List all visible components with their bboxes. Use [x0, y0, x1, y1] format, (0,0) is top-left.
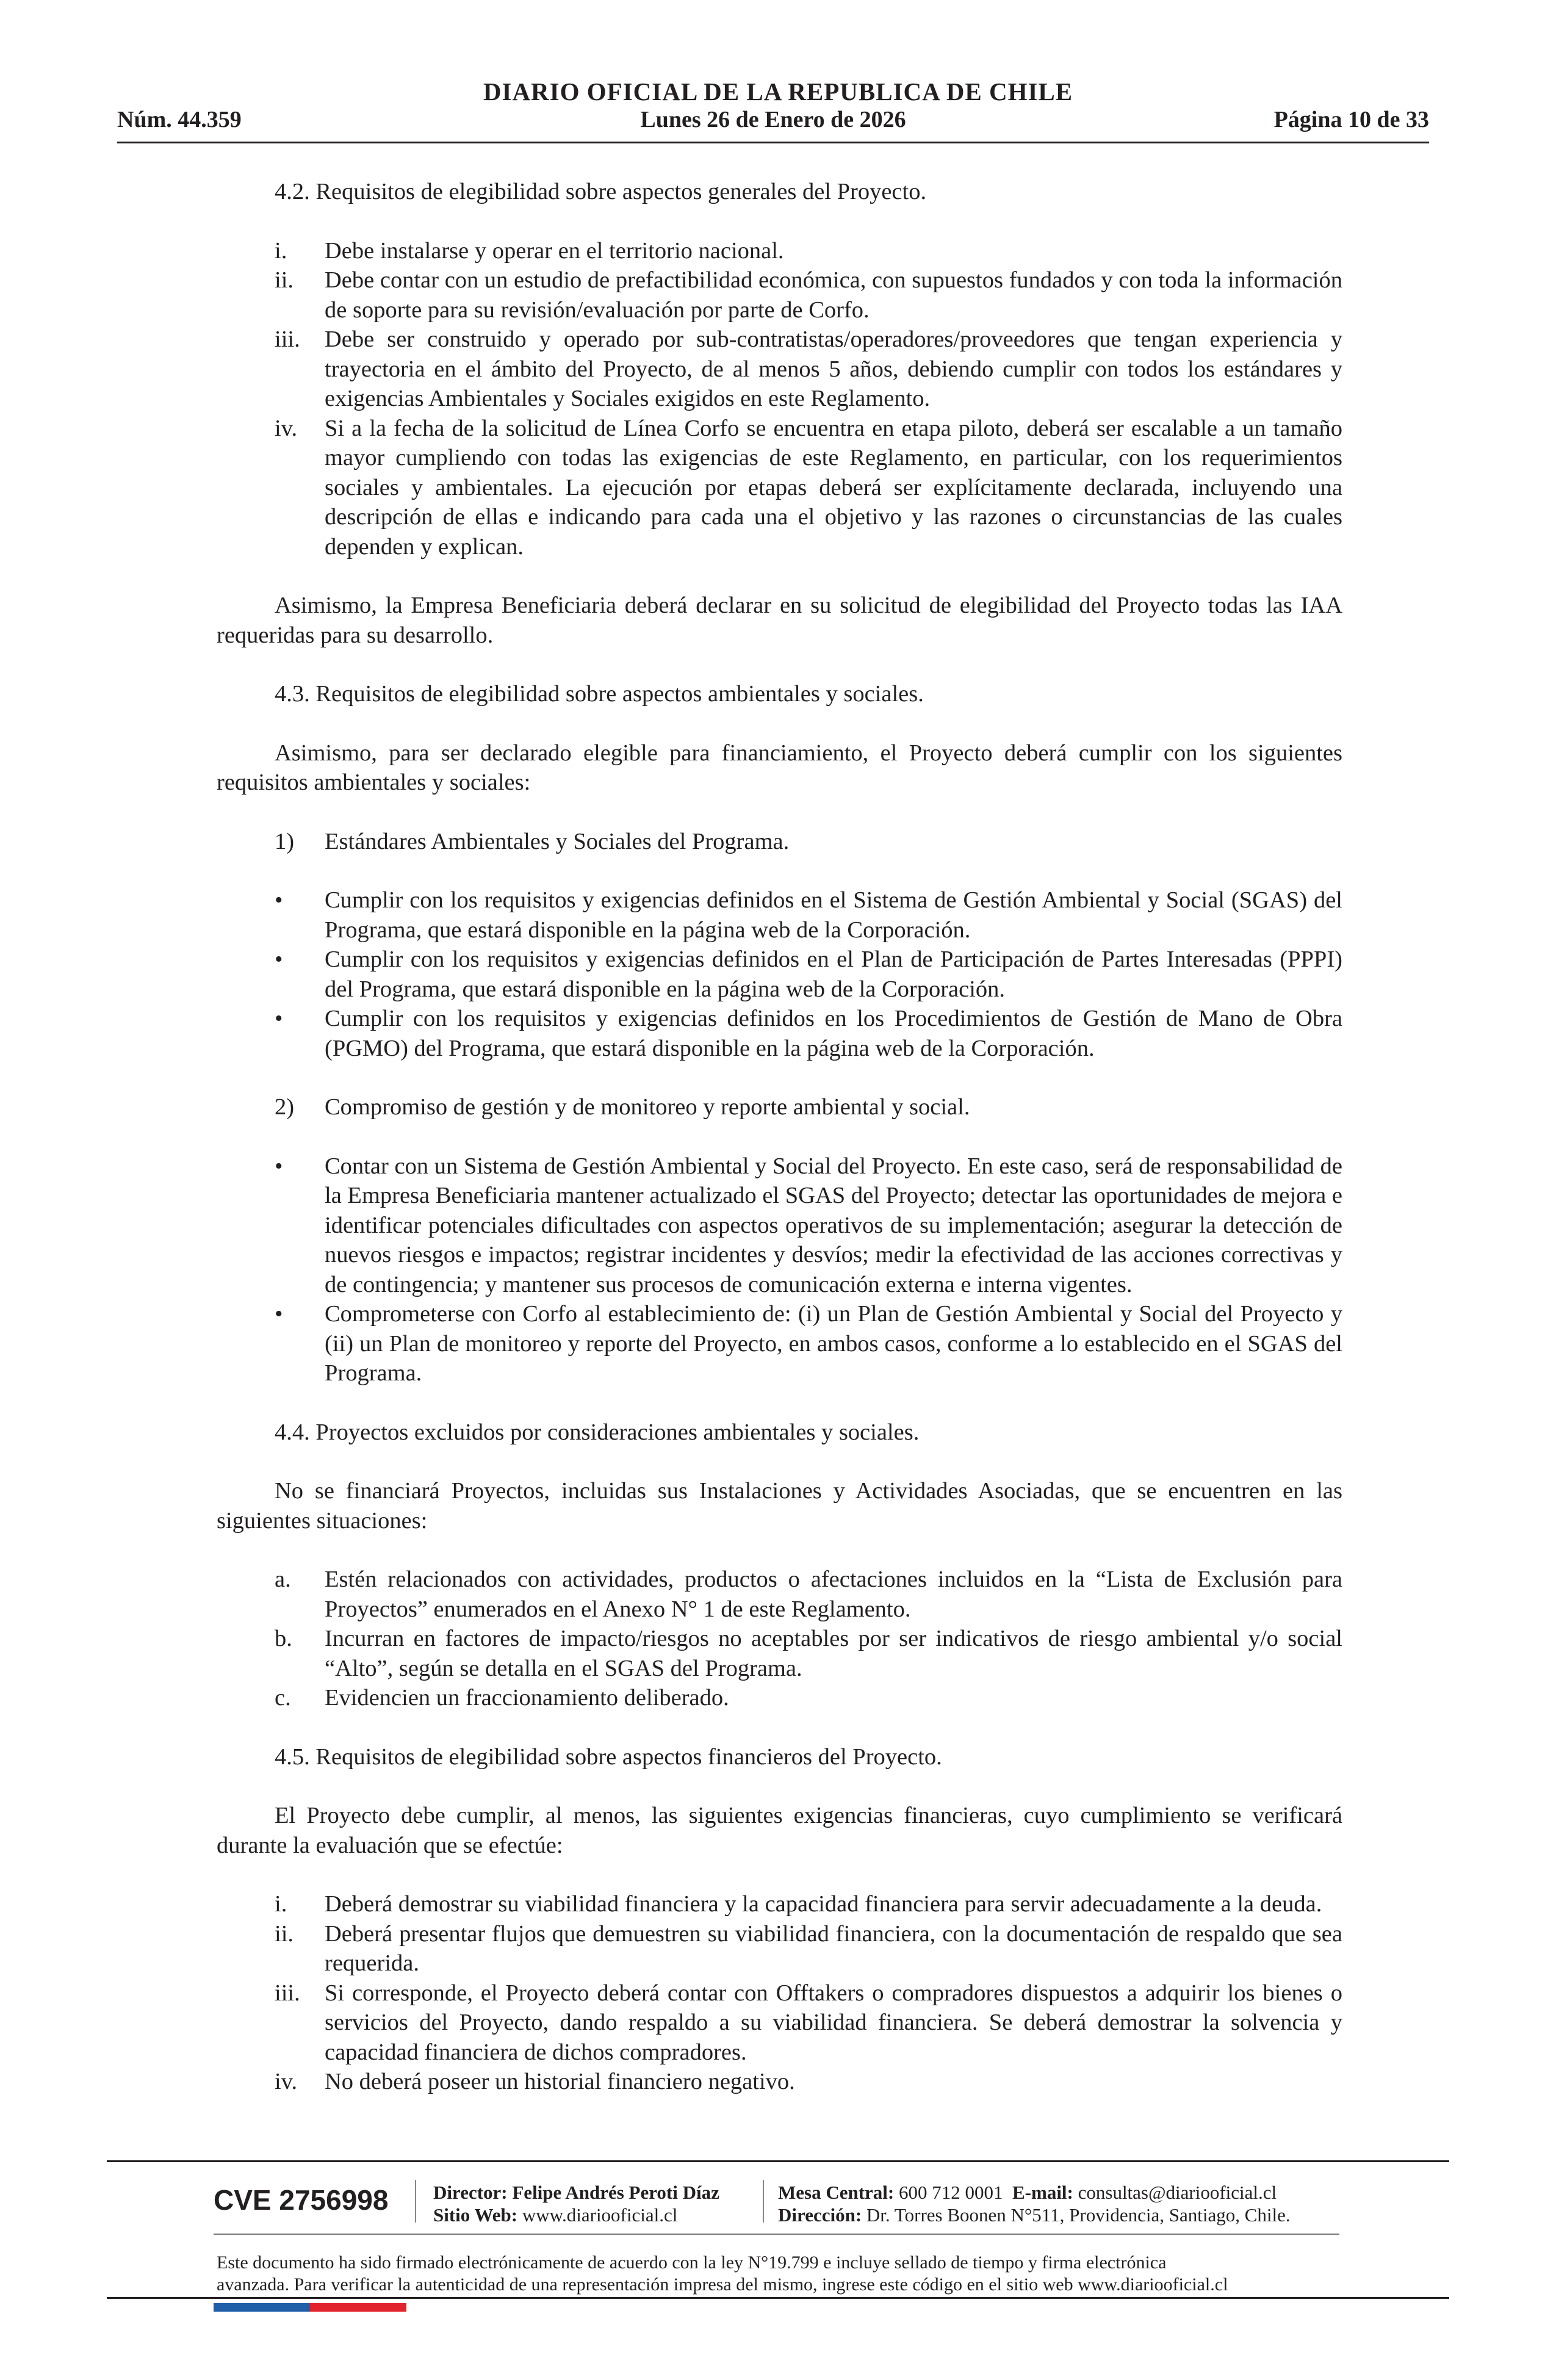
list-item-text: Si corresponde, el Proyecto deberá contar con Offtakers o compradores dispuestos a adquirir los bienes o servicios del Proyecto, dando respaldo a su viabilidad financiera. Se deberá demostrar la solvencia y capacidad financiera de dichos compradores.	[325, 1980, 1342, 2065]
subsection-title-text: Estándares Ambientales y Sociales del Programa.	[325, 828, 790, 854]
list-item	[217, 1683, 1342, 1713]
header-row	[117, 106, 1429, 137]
footer-mid-rule	[214, 2234, 1339, 2235]
email-label: E-mail:	[1012, 2182, 1073, 2203]
section-heading-4-2: 4.2. Requisitos de elegibilidad sobre aspectos generales del Proyecto.	[275, 179, 927, 204]
bullet-text: Cumplir con los requisitos y exigencias definidos en los Procedimientos de Gestión de Mano de Obra (PGMO) del Programa, que estará disponible en la página web de la Corporación.	[325, 1006, 1342, 1061]
footer-divider	[415, 2180, 416, 2223]
exclusions-list	[217, 1565, 1342, 1713]
list-item	[217, 236, 1342, 266]
bullet-item	[217, 885, 1342, 945]
section-heading-4-3: 4.3. Requisitos de elegibilidad sobre aspectos ambientales y sociales.	[275, 681, 924, 707]
list-marker: a.	[275, 1567, 291, 1592]
legal-line: avanzada. Para verificar la autenticidad de una representación impresa del mismo, ingrese este código en el sitio web www.diariooficial.cl	[217, 2274, 1228, 2295]
list-marker: b.	[275, 1626, 292, 1651]
footer-bottom-rule	[107, 2297, 1449, 2299]
email-link[interactable]: consultas@diariooficial.cl	[1078, 2182, 1277, 2203]
list-marker: iii.	[275, 326, 300, 352]
list-item-text: Deberá demostrar su viabilidad financiera y la capacidad financiera para servir adecuadamente a la deuda.	[325, 1891, 1322, 1917]
legal-line: Este documento ha sido firmado electrónicamente de acuerdo con la ley N°19.799 e incluye sellado de tiempo y firma electrónica	[217, 2252, 1167, 2273]
bullet-item	[217, 1004, 1342, 1063]
bullet-marker: •	[275, 887, 283, 913]
website-link[interactable]: www.diariooficial.cl	[522, 2204, 678, 2226]
bullet-list	[217, 885, 1342, 1063]
list-item-text: Evidencien un fraccionamiento deliberado.	[325, 1685, 729, 1711]
footer-divider	[763, 2180, 764, 2223]
general-requirements-list	[217, 236, 1342, 562]
list-marker: i.	[275, 1891, 287, 1917]
issue-date: Lunes 26 de Enero de 2026	[640, 107, 906, 132]
issue-number: Núm. 44.359	[117, 107, 242, 132]
website-label: Sitio Web:	[433, 2204, 518, 2226]
bullet-item	[217, 1152, 1342, 1300]
list-marker: c.	[275, 1685, 291, 1711]
paragraph: Asimismo, para ser declarado elegible para financiamiento, el Proyecto deberá cumplir con los siguientes requisitos ambientales y sociales:	[217, 740, 1342, 795]
footer-director-block	[433, 2181, 719, 2226]
paragraph: No se financiará Proyectos, incluidas sus Instalaciones y Actividades Asociadas, que se encuentren en las siguientes situaciones:	[217, 1478, 1342, 1534]
bullet-item	[217, 1299, 1342, 1388]
bullet-marker: •	[275, 1301, 283, 1327]
flag-stripe-blue	[214, 2303, 310, 2312]
list-item	[217, 1919, 1342, 1978]
list-marker: 2)	[275, 1094, 295, 1120]
list-item-text: Deberá presentar flujos que demuestren su viabilidad financiera, con la documentación de respaldo que sea requerida.	[325, 1920, 1342, 1976]
legal-notice	[217, 2252, 1376, 2296]
address-text: Dr. Torres Boonen N°511, Providencia, Santiago, Chile.	[866, 2204, 1291, 2226]
financial-requirements-list	[217, 1889, 1342, 2097]
list-item	[217, 414, 1342, 562]
subsection-title	[217, 827, 1342, 857]
list-item	[217, 1978, 1342, 2068]
bullet-list	[217, 1152, 1342, 1388]
list-item-text: Incurran en factores de impacto/riesgos no aceptables por ser indicativos de riesgo ambiental y/o social “Alto”, según se detalla en el SGAS del Programa.	[325, 1626, 1342, 1681]
bullet-marker: •	[275, 947, 283, 972]
list-marker: ii.	[275, 1920, 294, 1947]
list-marker: iv.	[275, 2069, 298, 2094]
bullet-item	[217, 945, 1342, 1004]
subsection-title	[217, 1092, 1342, 1122]
list-item	[217, 1624, 1342, 1683]
list-marker: i.	[275, 237, 287, 264]
publication-title: DIARIO OFICIAL DE LA REPUBLICA DE CHILE	[483, 78, 1073, 106]
list-marker: iii.	[275, 1980, 300, 2006]
list-item	[217, 2067, 1342, 2097]
cve-code: CVE 2756998	[214, 2184, 389, 2216]
section-heading-4-5: 4.5. Requisitos de elegibilidad sobre aspectos financieros del Proyecto.	[275, 1744, 942, 1770]
list-marker: iv.	[275, 415, 298, 441]
flag-stripe-red	[310, 2303, 406, 2312]
list-item-text: Si a la fecha de la solicitud de Línea Corfo se encuentra en etapa piloto, deberá ser escalable a un tamaño mayor cumpliendo con todas las exigencias de este Reglamento, en particular, con los requerimientos sociales y ambientales. La ejecución por etapas deberá ser explícitamente declarada, incluyendo una descripción de ellas e indicando para cada una el objetivo y las razones o circunstancias de las cuales dependen y explican.	[325, 415, 1342, 560]
list-marker: 1)	[275, 828, 295, 854]
address-label: Dirección:	[778, 2204, 862, 2226]
director-label: Director:	[433, 2182, 508, 2203]
bullet-text: Contar con un Sistema de Gestión Ambiental y Social del Proyecto. En este caso, será de responsabilidad de la Empresa Beneficiaria mantener actualizado el SGAS del Proyecto; detectar las oportunidades de mejora e identificar potenciales dificultades con aspectos operativos de su implementación; asegurar la detección de nuevos riesgos e impactos; registrar incidentes y desvíos; medir la efectividad de las acciones correctivas y de contingencia; y mantener sus procesos de comunicación externa e interna vigentes.	[325, 1153, 1342, 1297]
list-item-text: Debe instalarse y operar en el territorio nacional.	[325, 237, 784, 264]
document-body	[217, 177, 1342, 2097]
mesa-phone: 600 712 0001	[899, 2182, 1003, 2203]
list-item-text: Debe contar con un estudio de prefactibilidad económica, con supuestos fundados y con toda la información de soporte para su revisión/evaluación por parte de Corfo.	[325, 267, 1342, 323]
mesa-label: Mesa Central:	[778, 2182, 895, 2203]
flag-stripe	[214, 2303, 406, 2312]
bullet-marker: •	[275, 1006, 283, 1031]
list-item	[217, 325, 1342, 414]
list-item	[217, 1565, 1342, 1624]
list-item	[217, 1889, 1342, 1919]
footer-top-rule	[107, 2160, 1449, 2162]
paragraph: Asimismo, la Empresa Beneficiaria deberá declarar en su solicitud de elegibilidad del Proyecto todas las IAA requeridas para su desarrollo.	[217, 593, 1342, 648]
list-item-text: Estén relacionados con actividades, productos o afectaciones incluidos en la “Lista de Exclusión para Proyectos” enumerados en el Anexo N° 1 de este Reglamento.	[325, 1567, 1342, 1622]
director-name: Felipe Andrés Peroti Díaz	[512, 2182, 719, 2203]
list-marker: ii.	[275, 267, 294, 293]
footer-contact-block	[778, 2181, 1291, 2226]
bullet-marker: •	[275, 1153, 283, 1179]
page-indicator: Página 10 de 33	[1273, 107, 1429, 132]
list-item-text: No deberá poseer un historial financiero negativo.	[325, 2069, 795, 2094]
bullet-text: Cumplir con los requisitos y exigencias definidos en el Sistema de Gestión Ambiental y Social (SGAS) del Programa, que estará disponible en la página web de la Corporación.	[325, 887, 1342, 943]
bullet-text: Comprometerse con Corfo al establecimiento de: (i) un Plan de Gestión Ambiental y Social del Proyecto y (ii) un Plan de monitoreo y reporte del Proyecto, en ambos casos, conforme a lo establecido en el SGAS del Programa.	[325, 1301, 1342, 1386]
paragraph: El Proyecto debe cumplir, al menos, las siguientes exigencias financieras, cuyo cumplimiento se verificará durante la evaluación que se efectúe:	[217, 1803, 1342, 1858]
header-rule	[117, 142, 1429, 143]
bullet-text: Cumplir con los requisitos y exigencias definidos en el Plan de Participación de Partes Interesadas (PPPI) del Programa, que estará disponible en la página web de la Corporación.	[325, 947, 1342, 1002]
subsection-title-text: Compromiso de gestión y de monitoreo y reporte ambiental y social.	[325, 1094, 970, 1120]
list-item	[217, 265, 1342, 325]
list-item-text: Debe ser construido y operado por sub-contratistas/operadores/proveedores que tengan experiencia y trayectoria en el ámbito del Proyecto, de al menos 5 años, debiendo cumplir con todos los estándares y exigencias Ambientales y Sociales exigidos en este Reglamento.	[325, 326, 1342, 411]
section-heading-4-4: 4.4. Proyectos excluidos por consideraciones ambientales y sociales.	[275, 1419, 920, 1445]
